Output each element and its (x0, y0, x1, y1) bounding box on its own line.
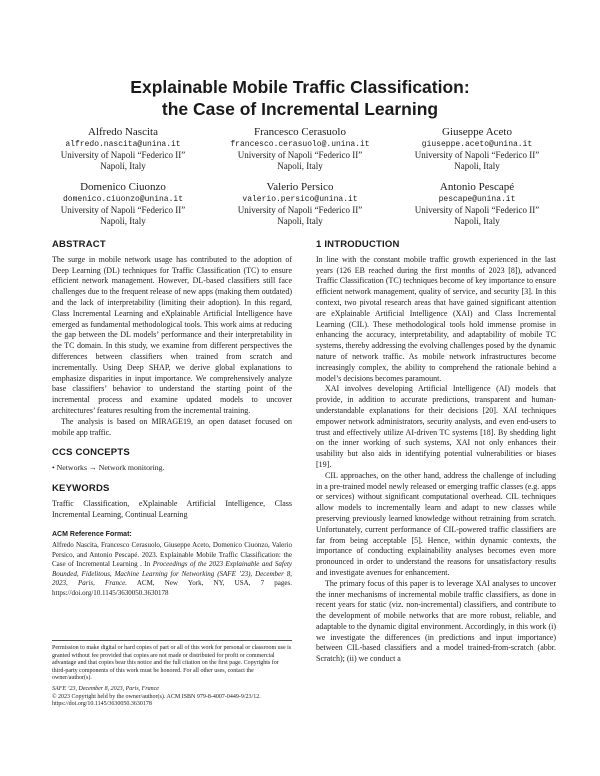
introduction-paragraph: In line with the constant mobile traffic growth experienced in the last years (126 EB reached during the first months of 2023 [8]), advanced Traffic Classification (TC) techniques become of key importance to ensure efficient network management, quality of service, and security [3]. In this context, two pivotal research areas that have gained significant attention are eXplainable Artificial Intelligence (XAI) and Class Incremental Learning (CIL). These methodological tools hold immense promise in enhancing the accuracy, interpretability, and adaptability of mobile TC systems, thereby addressing the evolving challenges posed by the dynamic nature of network traffic. As mobile network infrastructures become increasingly complex, the ability to comprehend the rationale behind a model’s decisions becomes paramount. (316, 254, 556, 383)
introduction-heading: 1 INTRODUCTION (316, 239, 400, 250)
permission-copyright: © 2023 Copyright held by the owner/author(s). ACM ISBN 979-8-4007-0449-9/23/12. https://doi.org/10.1145/3630050.3630178 (52, 693, 261, 708)
acm-reference (52, 530, 292, 598)
author-block (215, 180, 385, 227)
author-affiliation: University of Napoli “Federico II” (60, 205, 186, 215)
author-block (215, 125, 385, 172)
author-email: pescape@unina.it (438, 195, 516, 204)
abstract-paragraph: The surge in mobile network usage has contributed to the adoption of Deep Learning (DL) techniques for Traffic Classification (TC) to ensure efficient network management. However, DL-based classifiers still face challenges due to the frequent release of new apps (making them outdated) and the lack of interpretability (limiting their adoption). In this regard, Class Incremental Learning and eXplainable Artificial Intelligence have emerged as fundamental methodological tools. This work aims at reducing the gap between the DL models’ performance and their interpretability in the TC domain. In this study, we examine from different perspectives the differences between classifiers when trained from scratch and incrementally. Using Deep SHAP, we derive global explanations to emphasize disparities in input importance. We comprehensively analyze base classifiers’ behavior to understand the starting point of the incremental process and examine updated models to uncover architectures’ features resulting from the incremental training. (52, 254, 292, 415)
author-name: Antonio Pescapé (439, 181, 515, 193)
author-list (38, 125, 562, 235)
introduction-paragraph: XAI involves developing Artificial Intelligence (AI) models that provide, in addition to accurate predictions, transparent and human-understandable explanations for their decisions [20]. XAI techniques empower network administrators, security analysts, and even end-users to trust and effectively utilize AI-driven TC systems [18]. By shedding light on the inner working of such systems, XAI not only enhances their usability but also aids in identifying potential vulnerabilities or biases [19]. (316, 384, 556, 469)
abstract-section (52, 240, 292, 438)
permission-details (52, 686, 292, 709)
author-block (38, 180, 208, 227)
author-email: giuseppe.aceto@unina.it (421, 140, 533, 149)
introduction-paragraph: CIL approaches, on the other hand, address the challenge of including in a pre-trained model newly released or emerging traffic classes (e.g. apps or services) without significant computational overhead. CIL techniques allow models to incrementally learn and adapt to new classes while preserving previously learned knowledge without retraining from scratch. Unfortunately, current performance of CIL-powered traffic classifiers are far from being acceptable [5]. Hence, within dynamic contexts, the importance of conducting explainability analyses becomes even more pronounced in order to understand the reasons for unsatisfactory results and investigate avenues for enhancement. (316, 470, 556, 577)
abstract-heading: ABSTRACT (52, 239, 106, 250)
author-affiliation: University of Napoli “Federico II” (237, 205, 363, 215)
author-affiliation: University of Napoli “Federico II” (414, 150, 540, 160)
author-name: Domenico Ciuonzo (80, 181, 166, 193)
author-email: francesco.cerasuolo@.unina.it (230, 140, 370, 149)
author-row (38, 125, 562, 172)
author-email: valerio.persico@unina.it (242, 195, 358, 204)
permission-notice (52, 640, 292, 712)
ccs-text: • Networks → Network monitoring. (52, 463, 165, 473)
author-affiliation: University of Napoli “Federico II” (237, 150, 363, 160)
author-location: Napoli, Italy (454, 216, 500, 226)
author-location: Napoli, Italy (277, 161, 323, 171)
keywords-text: Traffic Classification, eXplainable Artificial Intelligence, Class Incremental Learning, Continual Learning (52, 498, 292, 519)
acm-reference-doi[interactable]: ACM, New York, NY, USA, 7 pages. https://doi.org/10.1145/3630050.3630178 (52, 579, 292, 597)
author-row (38, 180, 562, 227)
acm-reference-text (52, 541, 292, 598)
ccs-section (52, 448, 292, 474)
author-location: Napoli, Italy (277, 216, 323, 226)
author-location: Napoli, Italy (100, 161, 146, 171)
author-email: domenico.ciuonzo@unina.it (62, 195, 184, 204)
author-affiliation: University of Napoli “Federico II” (414, 205, 540, 215)
keywords-section (52, 484, 292, 520)
author-name: Francesco Cerasuolo (254, 126, 346, 138)
abstract-paragraph: The analysis is based on MIRAGE19, an open dataset focused on mobile app traffic. (52, 416, 292, 437)
keywords-heading: KEYWORDS (52, 482, 110, 494)
author-name: Valerio Persico (266, 181, 334, 193)
author-location: Napoli, Italy (100, 216, 146, 226)
ccs-heading: CCS CONCEPTS (52, 447, 130, 459)
author-name: Alfredo Nascita (88, 126, 158, 138)
author-affiliation: University of Napoli “Federico II” (60, 150, 186, 160)
right-column (316, 240, 556, 665)
author-block (38, 125, 208, 172)
author-email: alfredo.nascita@unina.it (65, 140, 181, 149)
paper-title (0, 76, 600, 120)
permission-text: Permission to make digital or hard copies of part or all of this work for personal or classroom use is granted without fee provided that copies are not made or distributed for profit or commercial advantage and that copies bear this notice and the full citation on the first page. Copyrights for third-party components of this work must be honored. For all other uses, contact the owner/author(s). (52, 645, 292, 682)
left-column (52, 240, 292, 598)
acm-reference-authors: Alfredo Nascita, Francesco Cerasuolo, Giuseppe Aceto, Domenico Ciuonzo, Valerio Persico, and Antonio Pescapé. 2023. Explainable Mobile Traffic Classification: the Case of Incremental Learning . In (52, 541, 292, 569)
title-line-2: the Case of Incremental Learning (161, 99, 439, 119)
acm-reference-venue: Proceedings of the 2023 Explainable and Safety Bounded, Fidelitous, Machine Learning for Networking (SAFE ’23), December 8, 2023, Paris, France. (52, 560, 292, 588)
author-block (392, 180, 562, 227)
acm-reference-heading: ACM Reference Format: (52, 531, 132, 539)
author-name: Giuseppe Aceto (442, 126, 512, 138)
title-line-1: Explainable Mobile Traffic Classification: (130, 77, 470, 97)
author-block (392, 125, 562, 172)
introduction-paragraph: The primary focus of this paper is to leverage XAI analyses to uncover the inner mechanisms of incremental mobile traffic classifiers, as done in recent years for static (viz. non-incremental) classifiers, and contribute to the development of mobile networks that are more robust, reliable, and adaptable to the dynamic digital environment. Accordingly, in this work (i) we investigate the differences (in predictions and input importance) between CIL-based classifiers and a model trained-from-scratch (abbr. Scratch); (ii) we conduct a (316, 578, 556, 664)
permission-venue: SAFE ’23, December 8, 2023, Paris, France (52, 685, 159, 692)
author-location: Napoli, Italy (454, 161, 500, 171)
